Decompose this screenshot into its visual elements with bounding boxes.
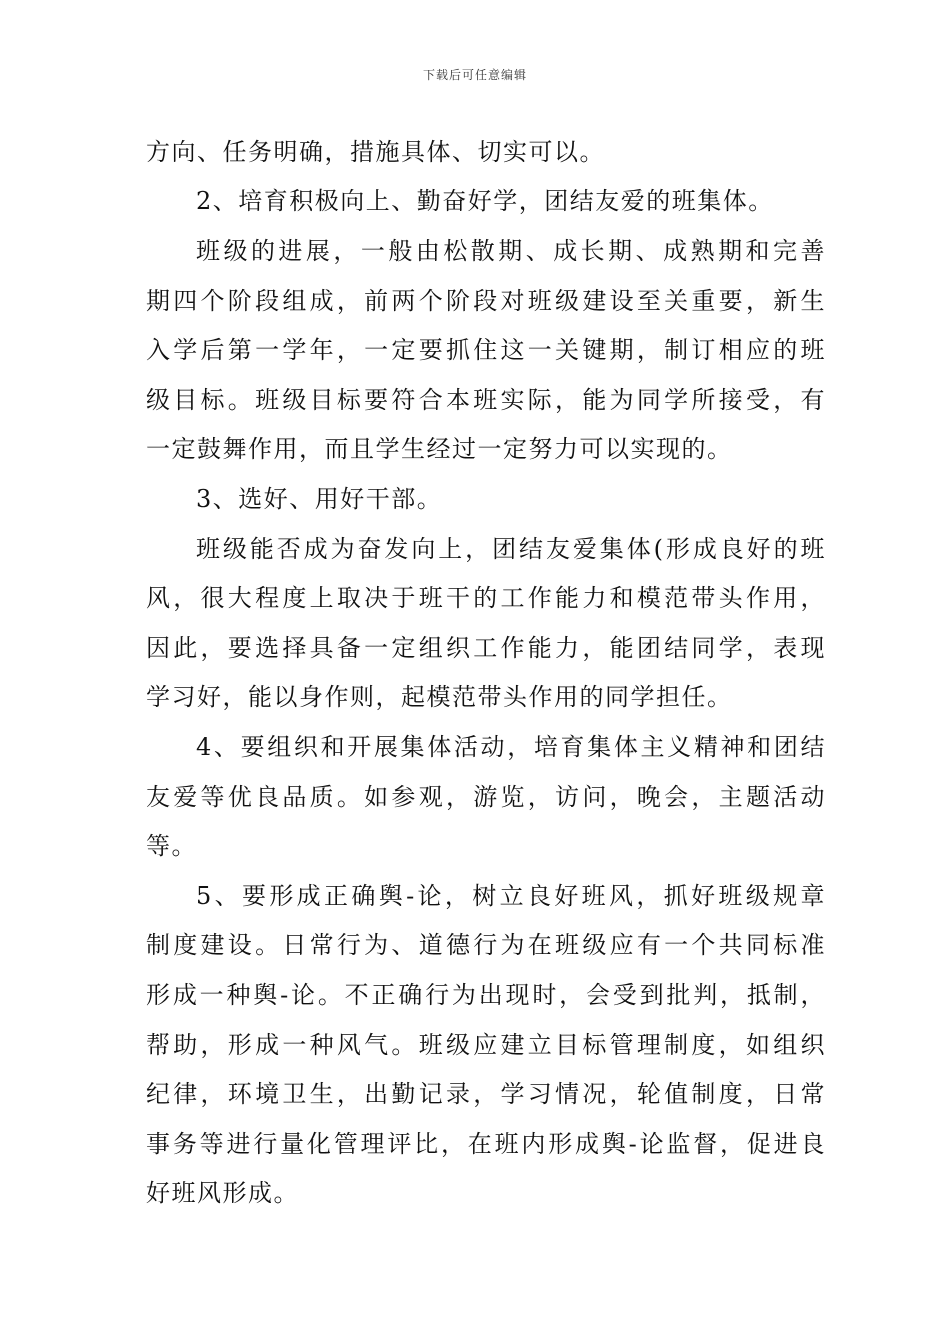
text-line: 帮助，形成一种风气。班级应建立目标管理制度，如组织: [146, 1031, 826, 1059]
text-line: 一定鼓舞作用，而且学生经过一定努力可以实现的。: [146, 435, 733, 463]
text-line: 3、选好、用好干部。: [196, 485, 443, 513]
text-line: 期四个阶段组成，前两个阶段对班级建设至关重要，新生: [146, 287, 826, 315]
text-line: 事务等进行量化管理评比，在班内形成舆-论监督，促进良: [146, 1130, 826, 1158]
text-line: 级目标。班级目标要符合本班实际，能为同学所接受，有: [146, 386, 826, 414]
text-line: 学习好，能以身作则，起模范带头作用的同学担任。: [146, 683, 733, 711]
text-line: 友爱等优良品质。如参观，游览，访问，晚会，主题活动: [146, 783, 826, 811]
text-line: 班级能否成为奋发向上，团结友爱集体(形成良好的班: [196, 535, 826, 563]
text-line: 入学后第一学年，一定要抓住这一关键期，制订相应的班: [146, 336, 826, 364]
text-line: 风，很大程度上取决于班干的工作能力和模范带头作用，: [146, 584, 826, 612]
text-line: 好班风形成。: [146, 1179, 299, 1207]
text-line: 班级的进展，一般由松散期、成长期、成熟期和完善: [196, 237, 826, 265]
text-line: 2、培育积极向上、勤奋好学，团结友爱的班集体。: [196, 187, 774, 215]
page-header: 下载后可任意编辑: [422, 68, 527, 82]
text-line: 5、要形成正确舆-论，树立良好班风，抓好班级规章: [196, 882, 826, 910]
text-line: 制度建设。日常行为、道德行为在班级应有一个共同标准: [146, 931, 826, 959]
text-line: 等。: [146, 832, 197, 860]
text-line: 方向、任务明确，措施具体、切实可以。: [146, 138, 605, 166]
text-line: 因此，要选择具备一定组织工作能力，能团结同学，表现: [146, 634, 826, 662]
text-line: 形成一种舆-论。不正确行为出现时，会受到批判，抵制，: [146, 981, 826, 1009]
text-line: 4、要组织和开展集体活动，培育集体主义精神和团结: [196, 733, 826, 761]
text-line: 纪律，环境卫生，出勤记录，学习情况，轮值制度，日常: [146, 1080, 826, 1108]
